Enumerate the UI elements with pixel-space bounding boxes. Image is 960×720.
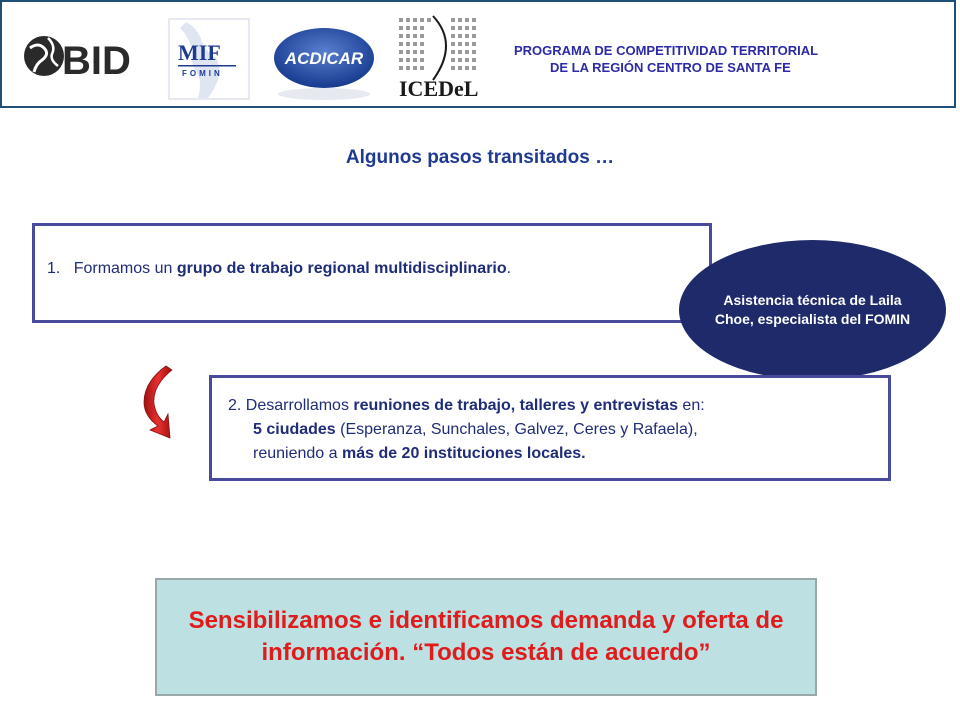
step2-box — [209, 375, 891, 481]
step2-line2 — [228, 418, 868, 442]
step1-text-after: . — [506, 260, 512, 277]
conclusion-box — [155, 578, 817, 696]
bid-logo — [22, 30, 142, 82]
globe-icon — [24, 36, 64, 76]
icedel-logo-text: ICEDeL — [399, 76, 479, 100]
conclusion-text: Sensibilizamos e identificamos demanda y oferta de información. “Todos están de acuerdo” — [188, 607, 784, 666]
technical-assistance-callout — [679, 240, 946, 380]
step1-number: 1. — [47, 260, 61, 277]
step2-line1 — [228, 394, 868, 418]
curved-arrow-icon — [140, 364, 174, 440]
step1-box — [32, 223, 712, 323]
step2-line1-after: en: — [677, 397, 705, 414]
step2-line3-bold: más de 20 instituciones locales. — [341, 445, 586, 462]
program-title-line2: DE LA REGIÓN CENTRO DE SANTA FE — [550, 60, 791, 75]
step2-text — [228, 394, 868, 466]
step2-line2-after: (Esperanza, Sunchales, Galvez, Ceres y Rafaela), — [335, 421, 698, 438]
acdicar-logo — [270, 24, 378, 104]
bid-logo-text: BID — [62, 39, 131, 82]
step1-text — [47, 260, 511, 278]
acdicar-logo-text: ACDICAR — [284, 49, 364, 68]
slide-subtitle: Algunos pasos transitados … — [345, 147, 615, 168]
step1-text-before: Formamos un — [73, 260, 177, 277]
step2-line3 — [228, 442, 868, 466]
step2-number: 2. — [228, 397, 242, 414]
callout-text: Asistencia técnica de Laila Choe, especialista del FOMIN — [714, 292, 911, 327]
mif-logo-text: MIF — [178, 40, 221, 65]
header-banner — [0, 0, 956, 108]
program-title — [514, 42, 914, 76]
step2-line2-bold: 5 ciudades — [253, 421, 336, 438]
step1-text-bold: grupo de trabajo regional multidisciplinario — [176, 260, 507, 277]
icedel-logo — [397, 14, 489, 100]
mif-fomin-logo — [168, 18, 250, 100]
step2-line1-bold: reuniones de trabajo, talleres y entrevistas — [353, 397, 678, 414]
program-title-line1: PROGRAMA DE COMPETITIVIDAD TERRITORIAL — [514, 43, 819, 58]
fomin-logo-text: FOMIN — [182, 69, 223, 78]
step2-line1-before: Desarrollamos — [245, 397, 354, 414]
step2-line3-before: reuniendo a — [253, 445, 342, 462]
